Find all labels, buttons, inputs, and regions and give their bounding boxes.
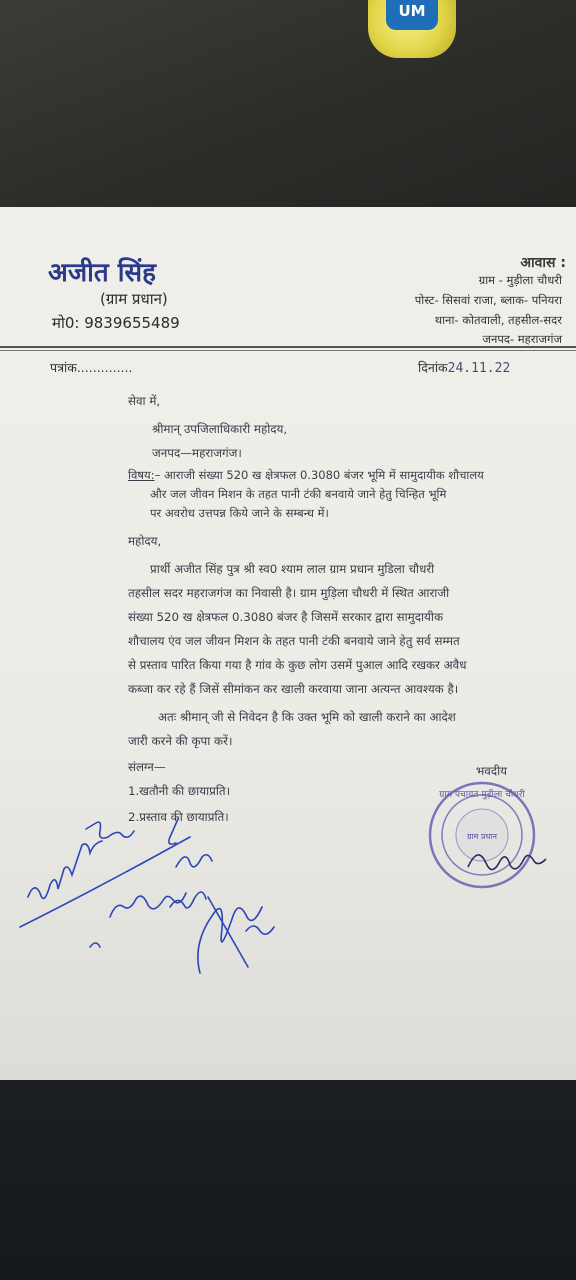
address-line-3: थाना- कोतवाली, तहसील-सदर bbox=[434, 313, 562, 327]
body-line-5: से प्रस्ताव पारित किया गया है गांव के कुछ लोग उसमें पुआल आदि रखकर अवैध bbox=[128, 658, 467, 672]
address-line-1: ग्राम - मुड़ीला चौधरी bbox=[478, 273, 562, 287]
official-stamp bbox=[430, 783, 534, 887]
bottle-label: UM bbox=[386, 0, 438, 30]
address-title: आवास : bbox=[520, 255, 566, 271]
subject-line-2: और जल जीवन मिशन के तहत पानी टंकी बनवाये जाने हेतु चिन्हित भूमि bbox=[150, 487, 447, 501]
handwriting-layer bbox=[0, 207, 576, 1080]
address-line-2: पोस्ट- सिसवां राजा, ब्लाक- पनियरा bbox=[414, 293, 562, 307]
enclosure-item-2: 2.प्रस्ताव की छायाप्रति। bbox=[128, 810, 229, 824]
table-surface-bottom bbox=[0, 1080, 576, 1280]
subject-line-3: पर अवरोध उत्तपन्न किये जाने के सम्बन्ध में। bbox=[150, 506, 329, 520]
date-label: दिनांक bbox=[418, 360, 448, 375]
enclosure-item-1: 1.खतौनी की छायाप्रति। bbox=[128, 784, 231, 798]
body-line-2: तहसील सदर महराजगंज का निवासी है। ग्राम मुड़िला चौधरी में स्थित आराजी bbox=[128, 586, 450, 600]
sender-mobile: मो0: 9839655489 bbox=[52, 314, 180, 332]
subject-label: विषय: bbox=[128, 468, 155, 482]
addressee-line-2: श्रीमान् उपजिलाधिकारी महोदय, bbox=[152, 422, 288, 436]
handwritten-notes bbox=[20, 819, 274, 973]
addressee-line-3: जनपद—महराजगंज। bbox=[152, 446, 242, 460]
subject-text-1: – आराजी संख्या 520 ख क्षेत्रफल 0.3080 बंजर भूमि में सामुदायीक शौचालय bbox=[154, 468, 484, 482]
stamp-outer-text: ग्राम पंचायत मुड़ीला चौधरी bbox=[439, 790, 525, 800]
body-line-1: प्रार्थी अजीत सिंह पुत्र श्री स्व0 श्याम लाल ग्राम प्रधान मुडिला चौधरी bbox=[150, 562, 435, 576]
body-line-4: शौचालय एंव जल जीवन मिशन के तहत पानी टंकी बनवाये जाने हेतु सर्व सम्मत bbox=[128, 634, 460, 648]
body-line-6: कब्जा कर रहे हैं जिसें सीमांकन कर खाली करवाया जाना अत्यन्त आवश्यक है। bbox=[128, 682, 459, 696]
addressee-line-1: सेवा में, bbox=[128, 394, 161, 408]
bottle bbox=[368, 0, 456, 58]
date-value: 24.11.22 bbox=[447, 361, 511, 376]
reference-label: पत्रांक.............. bbox=[50, 360, 133, 375]
salutation: महोदय, bbox=[128, 534, 162, 548]
letter-page bbox=[0, 207, 576, 1080]
request-line-1: अतः श्रीमान् जी से निवेदन है कि उक्त भूमि को खाली कराने का आदेश bbox=[158, 710, 456, 724]
table-surface-top bbox=[0, 0, 576, 210]
sender-role: (ग्राम प्रधान) bbox=[100, 290, 168, 308]
body-line-3: संख्या 520 ख क्षेत्रफल 0.3080 बंजर है जिसमें सरकार द्वारा सामुदायीक bbox=[128, 610, 444, 624]
request-line-2: जारी करने की कृपा करें। bbox=[128, 734, 233, 748]
enclosure-label: संलग्न— bbox=[128, 760, 166, 774]
sender-name: अजीत सिंह bbox=[48, 258, 156, 288]
address-line-4: जनपद- महराजगंज bbox=[482, 332, 562, 346]
closing: भवदीय bbox=[476, 764, 508, 778]
stamp-inner-text: ग्राम प्रधान bbox=[467, 832, 497, 841]
